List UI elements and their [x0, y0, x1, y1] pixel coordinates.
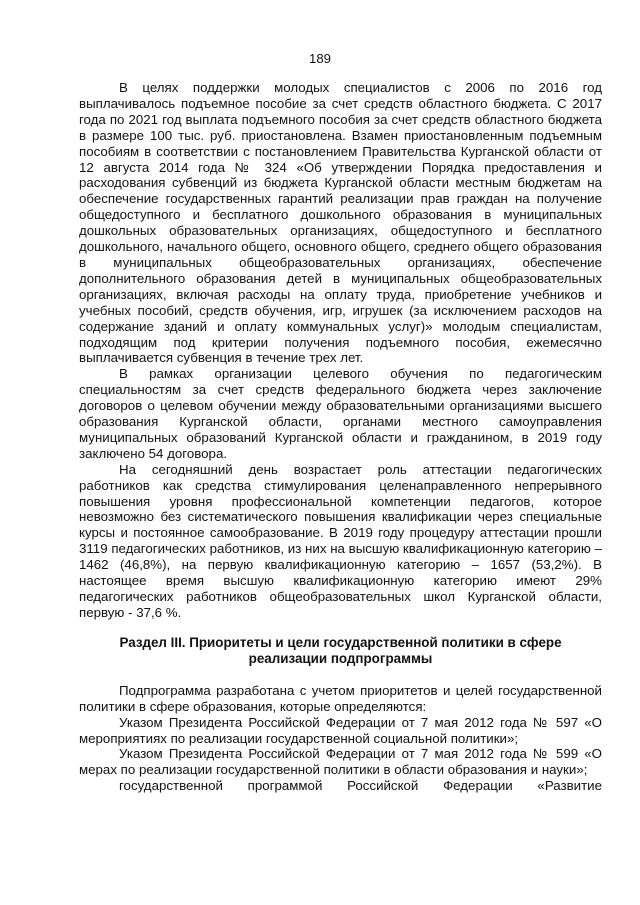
paragraph-subprogram-priorities: Подпрограмма разработана с учетом приоритетов и целей государственной политики в сфере образования, которые определяются: [79, 682, 602, 714]
paragraph-state-program: государственной программой Российской Федерации «Развитие [119, 778, 602, 794]
section-heading: Раздел III. Приоритеты и цели государственной политики в сфере реализации подпрограммы [119, 634, 562, 666]
page-number: 189 [308, 51, 331, 66]
paragraph-young-specialists-allowance: В целях поддержки молодых специалистов с 2006 по 2016 год выплачивалось подъемное пособие за счет средств областного бюджета. С 2017 года по 2021 год выплата подъемного пособия за счет средств областного бюджета в размере 100 тыс. руб. приостановлена. Взамен приостановленным подъемным пособиям в соответствии с постановлением Правительства Курганской области от 12 августа 2014 года № 324 «Об утверждении Порядка предоставления и расходования субвенций из бюджета Курганской области местным бюджетам на обеспечение государственных гарантий реализации прав граждан на получение общедоступного и бесплатного дошкольного образования в муниципальных дошкольных образовательных организациях, общедоступного и бесплатного дошкольного, начального общего, основного общего, среднего общего образования в муниципальных общеобразовательных организациях, обеспечение дополнительного образования детей в муниципальных общеобразовательных организациях, включая расходы на оплату труда, приобретение учебников и учебных пособий, средств обучения, игр, игрушек (за исключением расходов на содержание зданий и оплату коммунальных услуг)» молодым специалистам, подходящим под критерии получения подъемного пособия, ежемесячно выплачивается субвенция в течение трех лет. [79, 80, 602, 366]
paragraph-targeted-training: В рамках организации целевого обучения по педагогическим специальностям за счет средств федерального бюджета через заключение договоров о целевом обучении между образовательными организациями высшего образования Курганской области, органами местного самоуправления муниципальных образований Курганской области и гражданином, в 2019 году заключено 54 договора. [79, 366, 602, 461]
paragraph-decree-599: Указом Президента Российской Федерации от 7 мая 2012 года № 599 «О мерах по реализации государственной политики в области образования и науки»; [79, 746, 602, 778]
paragraph-decree-597: Указом Президента Российской Федерации от 7 мая 2012 года № 597 «О мероприятиях по реализации государственной социальной политики»; [79, 714, 602, 746]
page-content [79, 80, 602, 794]
paragraph-teacher-certification: На сегодняшний день возрастает роль аттестации педагогических работников как средства стимулирования целенаправленного непрерывного повышения уровня профессиональной компетенции педагогов, которое невозможно без систематического повышения квалификации через специальные курсы и постоянное самообразование. В 2019 году процедуру аттестации прошли 3119 педагогических работников, из них на высшую квалификационную категорию – 1462 (46,8%), на первую квалификационную категорию – 1657 (53,2%). В настоящее время высшую квалификационную категорию имеют 29% педагогических работников общеобразовательных школ Курганской области, первую - 37,6 %. [79, 461, 602, 620]
